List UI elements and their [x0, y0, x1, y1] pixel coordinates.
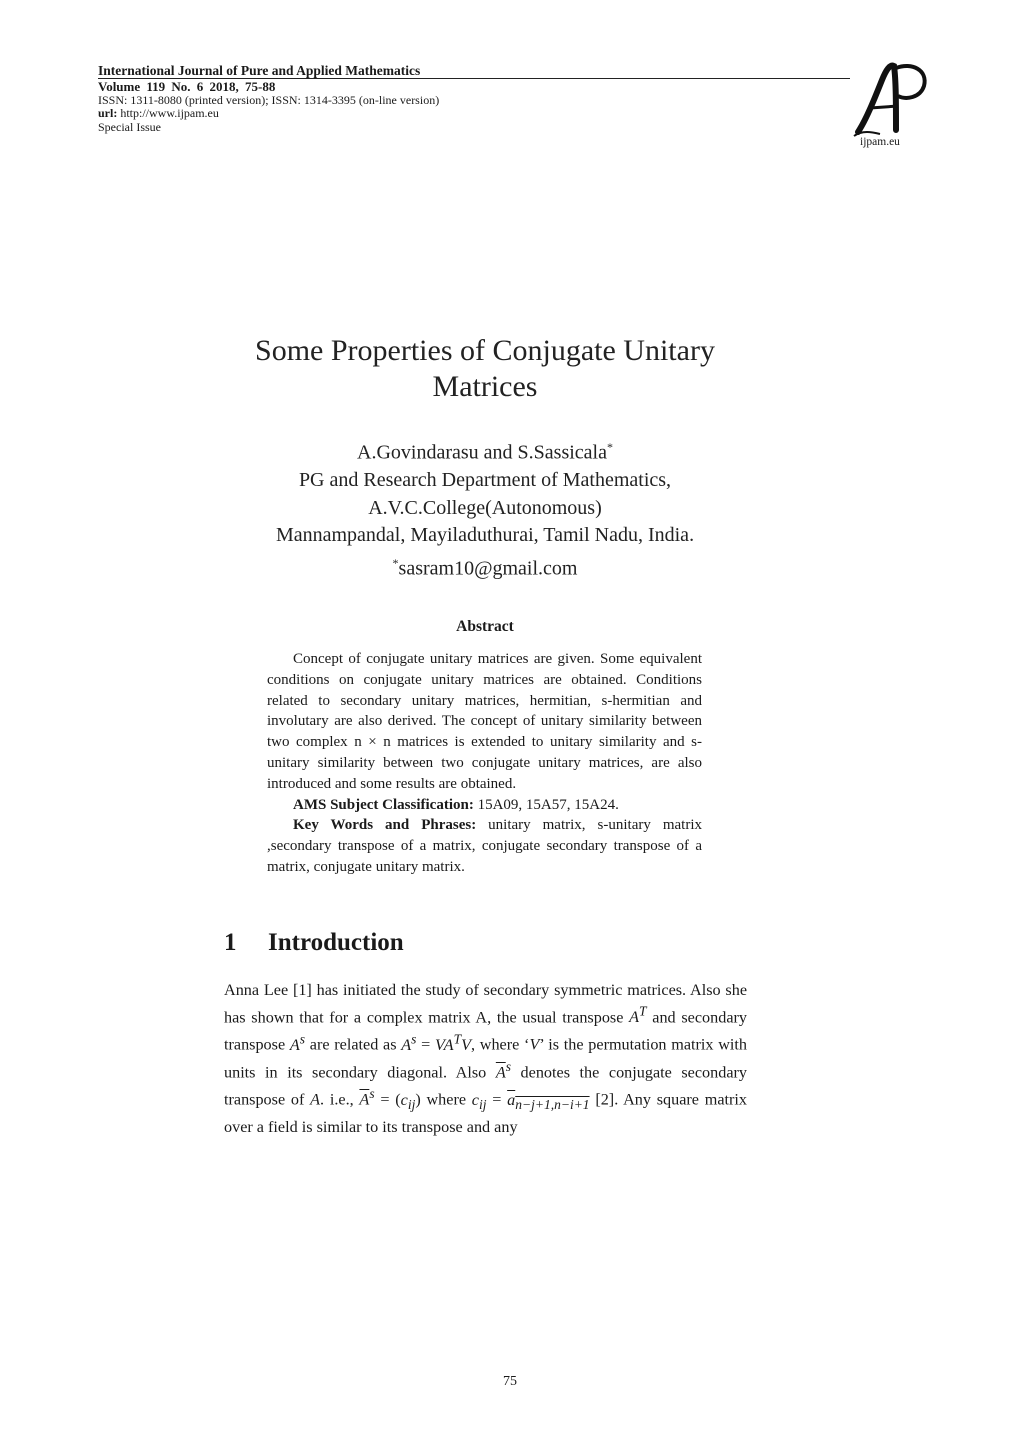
intro-seg: Anna Lee [1] has initiated the study of secondary symmetric matrices. Also she has shown that for a complex matrix A, the usual transpose [224, 981, 747, 1027]
intro-seg: ’ is the permutation matrix with units in its secondary diagonal. Also [224, 1035, 748, 1082]
math-vatv: $VA^TV$ [435, 1031, 471, 1054]
math-s2: s [369, 1086, 375, 1102]
ams-value: 15A09, 15A57, 15A24. [477, 796, 619, 813]
intro-seg: [2]. Any square matrix over a field is similar to its transpose and any [224, 1090, 747, 1136]
intro-seg: and secondary transpose [224, 1008, 747, 1054]
author-names [150, 434, 820, 467]
title-line-2: Matrices [432, 370, 538, 403]
intro-seg: denotes the conjugate secondary transpose of [224, 1063, 747, 1109]
ap-logo-icon [852, 60, 932, 138]
issue-line: Special Issue [98, 119, 161, 134]
abstract-text: Concept of conjugate unitary matrices are given. Some equivalent conditions on conjugate unitary matrices are obtained. Conditions related to secondary unitary matrices, hermitian, s-hermitian and involutary are also derived. The concept of unitary similarity between two complex n × n matrices is extended to unitary similarity and s-unitary similarity between two conjugate unitary matrices, are also introduced and some results are obtained. [267, 651, 702, 792]
keywords-label: Key Words and Phrases: [293, 817, 477, 834]
keywords-value: unitary matrix, s-unitary matrix ,secondary transpose of a matrix, conjugate secondary transpose of a matrix, conjugate unitary matrix. [267, 817, 702, 875]
author-names-text: A.Govindarasu and S.Sassicala [357, 441, 607, 464]
author-block [150, 434, 820, 583]
intro-seg: = ( [374, 1090, 401, 1109]
page-number: 75 [503, 1374, 517, 1389]
section-number: 1 [224, 929, 237, 956]
address: Mannampandal, Mayiladuthurai, Tamil Nadu, India. [275, 524, 695, 547]
header-rule [98, 78, 850, 79]
journal-url[interactable]: http://www.ijpam.eu [120, 106, 219, 120]
section-heading [224, 929, 404, 957]
math-v: V [529, 1035, 540, 1054]
math-s: s [505, 1058, 511, 1074]
intro-seg: , where ‘ [470, 1035, 530, 1054]
email-line [150, 550, 820, 583]
url-label: url: [98, 106, 118, 120]
intro-seg: are related as [305, 1035, 402, 1054]
intro-text: Anna Lee [1] has initiated the study of secondary symmetric matrices. Also she has shown that for a complex matrix A, the usual transpose $A^T$ and secondary transpose $A^s$ are related as $A^s = VA^TV$, where ‘V’ is the permutation matrix with units in its secondary diagonal. Also $\overline{A}^s$ denotes the conjugate secondary transpose of A. i.e., $\overline{A}^s = (c_{ij})$ where $c_{ij} = a_{n-j+1,n-i+1}$ [2]. Any square matrix over a field is similar to its transpose and any [224, 981, 748, 1136]
math-as: $A^s$ [289, 1031, 306, 1054]
abstract-body [267, 649, 702, 878]
math-eq-vatv: $A^s$ [401, 1031, 417, 1054]
intro-paragraph [224, 979, 747, 1138]
author-mark: * [606, 440, 613, 454]
email[interactable]: sasram10@gmail.com [398, 557, 578, 580]
paper-title [150, 333, 820, 405]
college: A.V.C.College(Autonomous) [368, 496, 602, 519]
keywords [267, 815, 702, 877]
abstract-heading: Abstract [456, 618, 514, 635]
math-abar-index: $a_{n-j+1,n-i+1}$ [507, 1090, 590, 1112]
title-line-1: Some Properties of Conjugate Unitary [255, 334, 715, 367]
volume-line: Volume 119 No. 6 2018, 75-88 [98, 79, 276, 94]
url-line [98, 107, 850, 121]
department: PG and Research Department of Mathematics, [298, 469, 672, 492]
email-mark: * [392, 555, 399, 570]
journal-logo [852, 60, 932, 152]
ams-classification [267, 795, 702, 816]
logo-site: ijpam.eu [860, 136, 900, 148]
journal-title: International Journal of Pure and Applied Mathematics [98, 63, 421, 78]
intro-seg: = [486, 1090, 508, 1109]
math-cij2: $c_{ij}$ [471, 1090, 487, 1112]
ams-label: AMS Subject Classification: [293, 796, 474, 813]
intro-seg: . i.e., [320, 1090, 360, 1109]
section-title: Introduction [268, 929, 404, 956]
math-abar-s: $\overline{A}$ [495, 1063, 506, 1082]
math-cij: $c_{ij}$ [400, 1090, 416, 1112]
math-abar-s2: $\overline{A}$ [359, 1090, 370, 1109]
math-a: A [310, 1090, 321, 1109]
math-at: $A^T$ [629, 1004, 647, 1027]
intro-seg: ) where [415, 1090, 472, 1109]
issn-line: ISSN: 1311-8080 (printed version); ISSN: 1314-3395 (on-line version) [98, 92, 440, 107]
journal-header [98, 63, 850, 134]
